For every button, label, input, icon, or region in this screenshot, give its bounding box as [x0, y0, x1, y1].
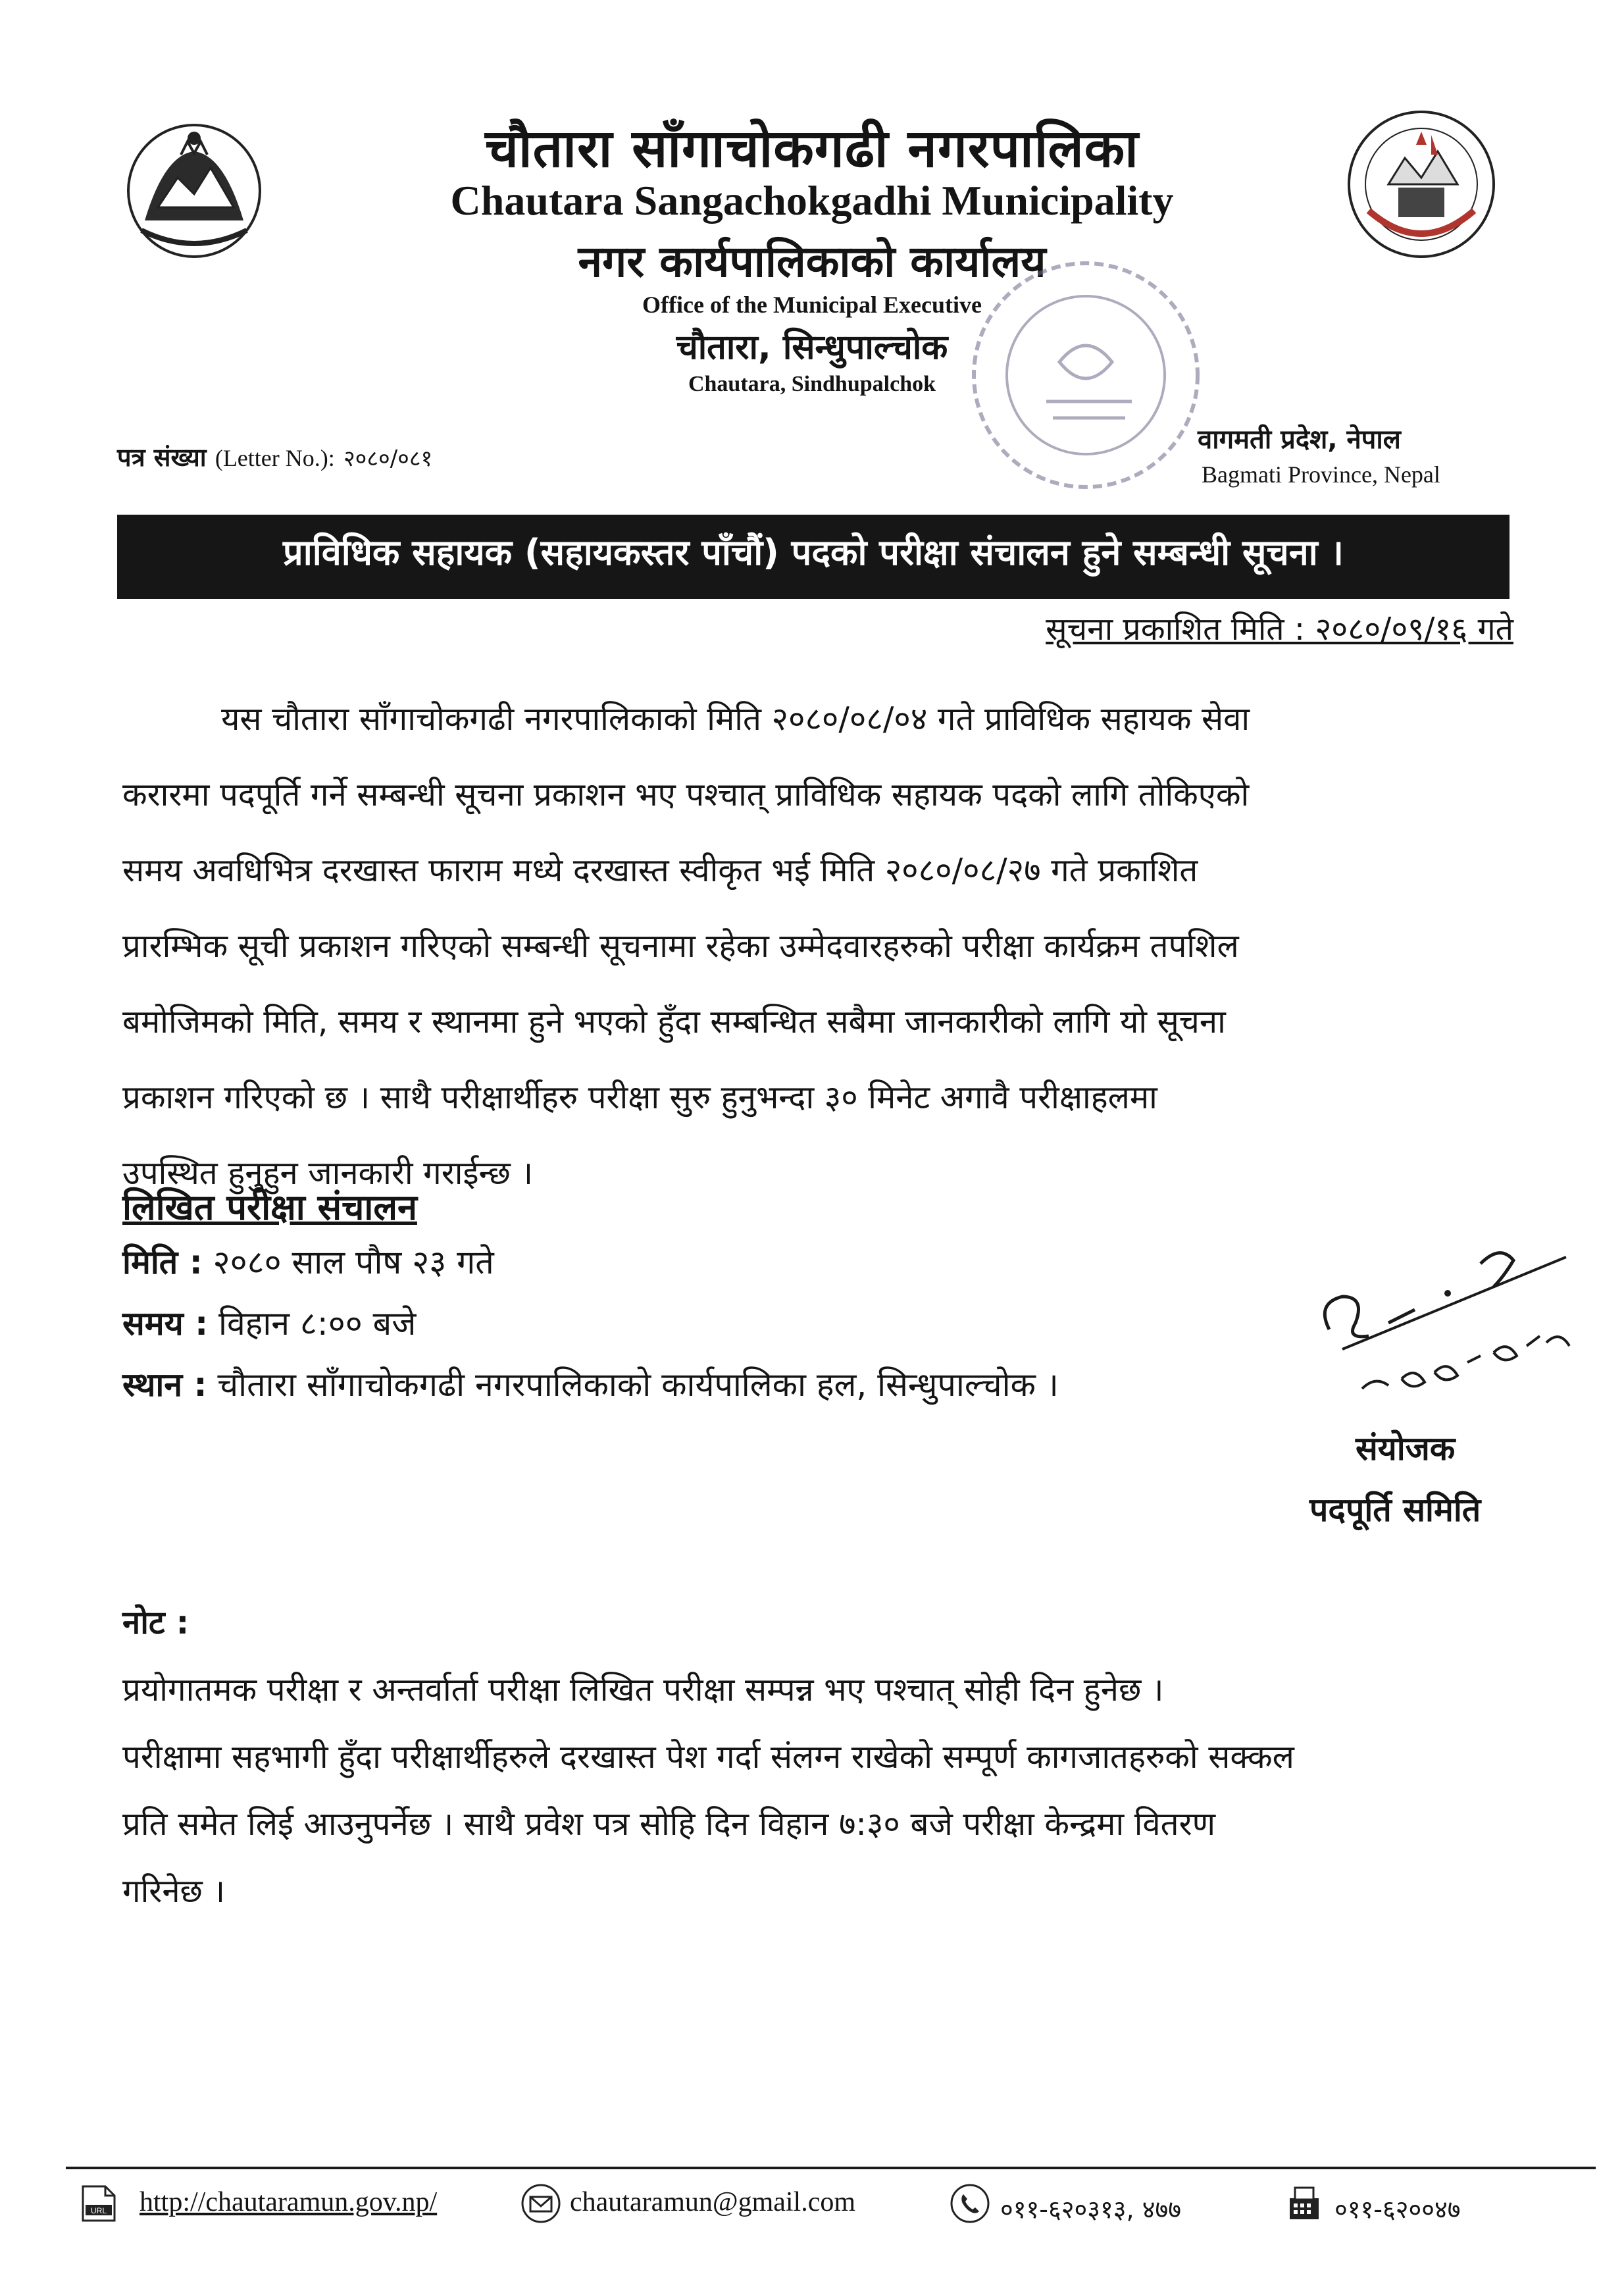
note-label: नोट : — [122, 1604, 190, 1641]
province-np: वागमती प्रदेश, नेपाल — [1198, 425, 1401, 455]
address-np: चौतारा, सिन्धुपाल्चोक — [676, 328, 948, 367]
exam-time-label: समय : — [122, 1304, 209, 1343]
note-line-text: प्रयोगातमक परीक्षा र अन्तर्वार्ता परीक्षा लिखित परीक्षा सम्पन्न भए पश्चात् सोही दिन हुनेछ । — [122, 1671, 1164, 1709]
office-name-np: नगर कार्यपालिकाको कार्यालय — [578, 236, 1046, 287]
url-icon-text: URL — [90, 2206, 107, 2215]
exam-heading: लिखित परीक्षा संचालन — [122, 1187, 417, 1228]
note-line: प्रति समेत लिई आउनुपर्नेछ । साथै प्रवेश पत्र सोहि दिन विहान ७:३० बजे परीक्षा केन्द्रमा वितरण — [122, 1805, 1216, 1843]
exam-date-value: २०८० साल पौष २३ गते — [213, 1243, 494, 1281]
exam-date-label: मिति : — [122, 1243, 203, 1281]
signatory-committee: पदपूर्ति समिति — [1309, 1491, 1481, 1529]
signatory-title: संयोजक — [1356, 1430, 1456, 1468]
notice-title: प्राविधिक सहायक (सहायकस्तर पाँचौं) पदको परीक्षा संचालन हुने सम्बन्धी सूचना । — [283, 532, 1344, 573]
url-icon — [78, 2182, 120, 2225]
letter-number-label-en: (Letter No.): — [215, 445, 335, 471]
body-line: बमोजिमको मिति, समय र स्थानमा हुने भएको हुँदा सम्बन्धित सबैमा जानकारीको लागि यो सूचना — [122, 1003, 1226, 1041]
address-en: Chautara, Sindhupalchok — [688, 372, 936, 396]
email-icon — [520, 2182, 562, 2225]
exam-venue-label: स्थान : — [122, 1366, 207, 1404]
note-section — [122, 1589, 1511, 1925]
province-en: Bagmati Province, Nepal — [1202, 461, 1440, 488]
published-date: सूचना प्रकाशित मिति : २०८०/०९/१६ गते — [1046, 611, 1513, 648]
exam-venue — [122, 1361, 1059, 1406]
office-name-en: Office of the Municipal Executive — [642, 292, 982, 318]
body-line: यस चौतारा साँगाचोकगढी नगरपालिकाको मिति २०८०/०८/०४ गते प्राविधिक सहायक सेवा — [221, 700, 1250, 738]
body-line: प्रारम्भिक सूची प्रकाशन गरिएको सम्बन्धी सूचनामा रहेका उम्मेदवारहरुको परीक्षा कार्यक्रम तपशिल — [122, 927, 1239, 965]
municipality-name-en: Chautara Sangachokgadhi Municipality — [450, 177, 1174, 224]
signature — [1303, 1224, 1579, 1422]
notice-body — [122, 681, 1511, 1211]
office-stamp-icon — [961, 250, 1211, 500]
exam-date — [122, 1239, 494, 1283]
exam-venue-value: चौतारा साँगाचोकगढी नगरपालिकाको कार्यपालिका हल, सिन्धुपाल्चोक । — [217, 1366, 1059, 1404]
letter-number-value: २०८०/०८१ — [343, 446, 433, 472]
note-line: गरिनेछ । — [122, 1872, 226, 1910]
fax-number: ०११-६२००४७ — [1334, 2195, 1461, 2224]
body-line: प्रकाशन गरिएको छ । साथै परीक्षार्थीहरु परीक्षा सुरु हुनुभन्दा ३० मिनेट अगावै परीक्षाहलमा — [122, 1079, 1157, 1116]
exam-time-value: विहान ८:०० बजे — [218, 1304, 417, 1343]
phone-number: ०११-६२०३१३, ४७७ — [1000, 2195, 1181, 2224]
body-line: उपस्थित हुनुहुन जानकारी गराईन्छ । — [122, 1154, 534, 1192]
phone-icon — [949, 2182, 991, 2225]
letter-number-label-np: पत्र संख्या — [117, 443, 207, 472]
municipality-name-np: चौतारा साँगाचोकगढी नगरपालिका — [485, 118, 1139, 179]
body-line: समय अवधिभित्र दरखास्त फाराम मध्ये दरखास्त स्वीकृत भई मिति २०८०/०८/२७ गते प्रकाशित — [122, 852, 1198, 889]
letter-number — [117, 440, 432, 474]
body-line: करारमा पदपूर्ति गर्ने सम्बन्धी सूचना प्रकाशन भए पश्चात् प्राविधिक सहायक पदको लागि तोकिएको — [122, 776, 1250, 813]
note-line: परीक्षामा सहभागी हुँदा परीक्षार्थीहरुले दरखास्त पेश गर्दा संलग्न राखेको सम्पूर्ण कागजातहरुको सक्कल — [122, 1738, 1294, 1776]
fax-icon — [1283, 2182, 1325, 2225]
email-link[interactable]: chautaramun@gmail.com — [570, 2187, 856, 2217]
website-link[interactable]: http://chautaramun.gov.np/ — [140, 2187, 438, 2217]
footer-divider — [66, 2167, 1596, 2169]
note-line — [122, 1589, 1511, 1724]
exam-time — [122, 1300, 416, 1345]
